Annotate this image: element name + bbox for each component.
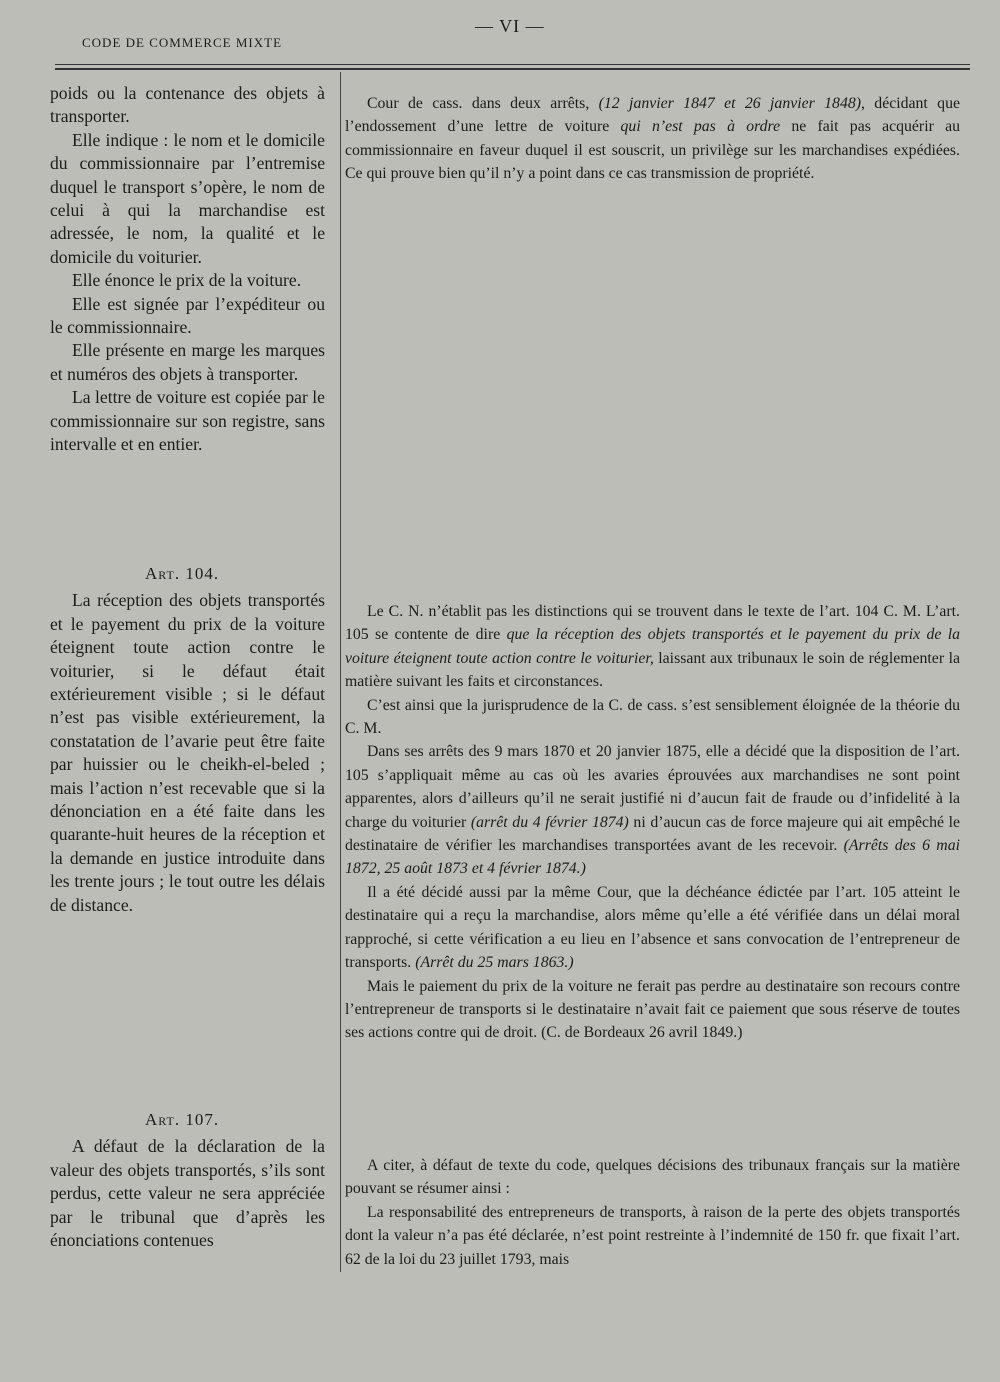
header-rule-thin [55,64,970,65]
commentary-paragraph: A citer, à défaut de texte du code, quelques décisions des tribunaux français sur la matière pouvant se résumer ainsi : [345,1157,960,1198]
text-run: laissant aux tribunaux le soin de réglementer la matière suivant les faits et circonstances. [345,649,960,691]
article-107 [50,1108,325,1252]
citation: (Arrêts des 6 mai 1872, 25 août 1873 et 4 février 1874.) [345,837,960,878]
commentary-paragraph: C’est ainsi que la jurisprudence de la C. de cass. s’est sensiblement éloignée de la théorie du C. M. [345,696,960,738]
commentary-paragraph: Mais le paiement du prix de la voiture ne ferait pas perdre au destinataire son recours contre l’entrepreneur de transports si le destinataire n’avait fait ce paiement que sous réserve de toutes ses actions contre qui de droit. (C. de Bordeaux 26 avril 1849.) [345,977,960,1042]
commentary-paragraph [345,92,960,186]
text-run: Le C. N. n’établit pas les distinctions qui se trouvent dans le texte de l’art. 104 C. M. L’art. 105 se contente de dire [345,603,960,644]
citation: (12 janvier 1847 et 26 janvier 1848) [598,95,861,112]
page-number: — VI — [475,16,545,36]
left-paragraph: poids ou la contenance des objets à transporter. [50,83,325,127]
quotation: que la réception des objets transportés et le payement du prix de la voiture éteignent toute action contre le voiturier, [345,626,960,667]
left-paragraph: Elle présente en marge les marques et numéros des objets à transporter. [50,340,325,384]
header-rule-thick [55,68,970,70]
left-block-1 [50,82,325,457]
text-run: Dans ses arrêts des 9 mars 1870 et 20 janvier 1875, elle a décidé que la disposition de l’art. 105 s’appliquait même au cas où les avaries éprouvées aux marchandises ne sont point apparentes, alors d’ailleurs qu’il ne serait justifié ni d’aucun fait de fraude ou d’infidelité à la charge du voiturier [345,743,960,831]
left-paragraph: Elle indique : le nom et le domicile du commissionnaire par l’entremise duquel le transport s’opère, le nom de celui à qui la marchandise est adressée, le nom, la qualité et le domicile du voiturier. [50,129,325,267]
commentary-paragraph [345,600,960,694]
article-107-text: A défaut de la déclaration de la valeur des objets transportés, s’ils sont perdus, cette valeur ne sera appréciée par le tribunal que d’après les énonciations contenues [50,1136,325,1251]
text-run: Cour de cass. dans deux arrêts, [367,95,599,112]
article-104-heading: Art. 104. [145,564,220,583]
commentary-paragraph: La responsabilité des entrepreneurs de transports, à raison de la perte des objets transportés dont la valeur n’a pas été déclarée, n’est point restreinte à l’indemnité de 150 fr. que fixait l’art. 62 de la loi du 23 juillet 1793, mais [345,1203,960,1268]
article-107-heading: Art. 107. [145,1110,220,1129]
right-block-1 [345,92,960,186]
commentary-paragraph [345,881,960,975]
right-block-2 [345,600,960,1045]
emphasis: qui n’est pas à ordre [620,118,781,136]
left-paragraph: Elle énonce le prix de la voiture. [72,270,302,291]
text-run: ni d’aucun cas de force majeure qui ait empêché le destinataire de vérifier les marchandises transportées avant de les recevoir. [345,813,960,855]
left-paragraph: Elle est signée par l’expéditeur ou le commissionnaire. [50,293,325,338]
citation: (arrêt du 4 février 1874) [470,813,629,831]
running-head: CODE DE COMMERCE MIXTE [82,35,283,50]
article-104 [50,562,325,917]
article-104-text: La réception des objets transportés et le payement du prix de la voiture éteignent toute action contre le voiturier, si le défaut était extérieurement visible ; si le défaut n’est pas visible extérieurement, la constatation de l’avarie peut être faite par huissier ou le cheikh-el-beled ; mais l’action n’est recevable que si la dénonciation en a été faite dans les quarante-huit heures de la réception et la demande en justice introduite dans les trente jours ; le tout outre les délais de distance. [50,590,325,915]
right-block-3 [345,1154,960,1271]
text-run: Il a été décidé aussi par la même Cour, que la déchéance édictée par l’art. 105 atteint le destinataire qui a reçu la marchandise, alors même qu’elle a été vérifiée dans un délai moral rapproché, si cette vérification a eu lieu en l’absence et sans convocation de l’entrepreneur de transports. [345,883,960,972]
citation: (Arrêt du 25 mars 1863.) [415,954,574,972]
commentary-paragraph [345,740,960,880]
text-run: , décidant que l’endossement d’une lettre de voiture [345,95,960,136]
column-divider [340,72,341,1272]
text-run: ne fait pas acquérir au commissionnaire en faveur duquel il est souscrit, un privilège sur les marchandises expédiées. Ce qui prouve bien qu’il n’y a point dans ce cas transmission de propriété. [345,118,960,183]
left-paragraph: La lettre de voiture est copiée par le commissionnaire sur son registre, sans intervalle et en entier. [50,387,325,455]
